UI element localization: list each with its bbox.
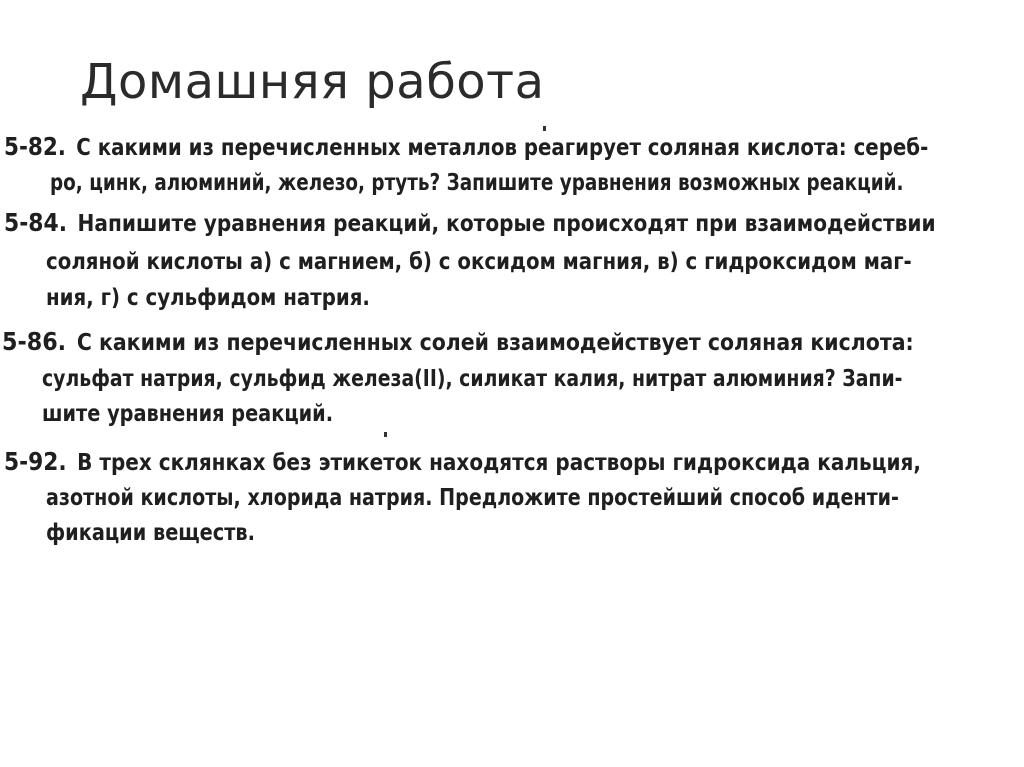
task-number: 5-92. — [4, 447, 67, 476]
task-line — [4, 447, 921, 478]
task-number: 5-86. — [2, 327, 67, 356]
scan-speck — [384, 432, 387, 437]
task-line: соляной кислоты а) с магнием, б) с оксидом магния, в) с гидроксидом маг- — [46, 249, 912, 275]
task-text: В трех склянках без этикеток находятся растворы гидроксида кальция, — [77, 450, 921, 476]
task-line: ро, цинк, алюминий, железо, ртуть? Запишите уравнения возможных реакций. — [50, 170, 904, 196]
task-line — [4, 132, 928, 163]
task-line — [2, 327, 914, 358]
task-text: С какими из перечисленных металлов реагирует соляная кислота: сереб- — [76, 135, 929, 161]
task-line: азотной кислоты, хлорида натрия. Предложите простейший способ иденти- — [46, 485, 899, 511]
task-text: Напишите уравнения реакций, которые происходят при взаимодействии — [77, 211, 936, 237]
task-number: 5-84. — [4, 208, 68, 237]
task-line: фикации веществ. — [46, 520, 255, 546]
scan-speck — [543, 126, 546, 131]
slide-title: Домашняя работа — [80, 54, 545, 110]
task-line — [4, 208, 936, 239]
task-line: шите уравнения реакций. — [42, 401, 334, 427]
scanned-textbook-excerpt — [0, 120, 1024, 550]
task-line: ния, г) с сульфидом натрия. — [46, 285, 370, 311]
task-number: 5-82. — [4, 132, 66, 161]
task-line: сульфат натрия, сульфид железа(II), силикат калия, нитрат алюминия? Запи- — [42, 366, 903, 392]
task-text: С какими из перечисленных солей взаимодействует соляная кислота: — [76, 330, 914, 356]
